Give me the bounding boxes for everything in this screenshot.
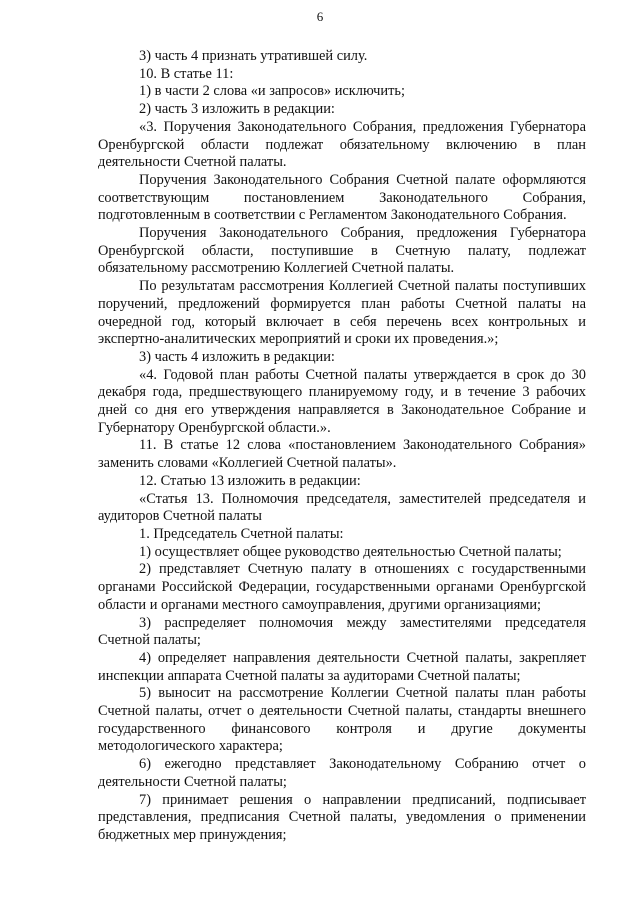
list-item: 3) распределяет полномочия между заместителями председателя Счетной палаты; [98, 614, 586, 649]
paragraph: 3) часть 4 изложить в редакции: [139, 348, 335, 365]
list-item: 1) осуществляет общее руководство деятельностью Счетной палаты; [139, 543, 562, 560]
page-number: 6 [316, 9, 324, 24]
paragraph: Поручения Законодательного Собрания, предложения Губернатора Оренбургской области, поступившие в Счетную палату, подлежат обязательному рассмотрению Коллегией Счетной палаты. [98, 225, 586, 277]
paragraph: Поручения Законодательного Собрания Счетной палате оформляются соответствующим постановлением Законодательного Собрания, подготовленным в соответствии с Регламентом Законодательного Собрания. [98, 171, 586, 224]
list-item: 5) выносит на рассмотрение Коллегии Счетной палаты план работы Счетной палаты, отчет о деятельности Счетной палаты, стандарты внешнего государственного финансового контроля и другие документы методологического характера; [98, 685, 586, 755]
list-item: 6) ежегодно представляет Законодательному Собранию отчет о деятельности Счетной палаты; [98, 756, 586, 790]
list-item: 7) принимает решения о направлении предписаний, подписывает представления, предписания Счетной палаты, уведомления о применении бюджетных мер принуждения; [98, 791, 586, 843]
list-item: 4) определяет направления деятельности Счетной палаты, закрепляет инспекции аппарата Счетной палаты за аудиторами Счетной палаты; [98, 649, 586, 684]
paragraph: 1) в части 2 слова «и запросов» исключить; [139, 83, 405, 100]
paragraph: 1. Председатель Счетной палаты: [139, 525, 344, 542]
article-heading: «Статья 13. Полномочия председателя, заместителей председателя и аудиторов Счетной палаты [98, 490, 586, 525]
paragraph: 10. В статье 11: [139, 65, 234, 82]
paragraph: «4. Годовой план работы Счетной палаты утверждается в срок до 30 декабря года, предшествующего планируемому году, и в течение 3 рабочих дней со дня его утверждения направляется в Законодательное Собрание и Губернатору Оренбургской области.». [98, 366, 586, 436]
paragraph: 3) часть 4 признать утратившей силу. [139, 48, 368, 64]
paragraph: «3. Поручения Законодательного Собрания, предложения Губернатора Оренбургской области подлежат обязательному включению в план деятельности Счетной палаты. [98, 118, 586, 171]
list-item: 2) представляет Счетную палату в отношениях с государственными органами Российской Федерации, государственными органами Оренбургской области и органами местного самоуправления, другими организациями; [98, 561, 586, 613]
paragraph: По результатам рассмотрения Коллегией Счетной палаты поступивших поручений, предложений формируется план работы Счетной палаты на очередной год, который включает в себя перечень всех контрольных и экспертно-аналитических мероприятий и сроки их проведения.»; [98, 278, 586, 348]
paragraph: 12. Статью 13 изложить в редакции: [139, 472, 361, 489]
paragraph: 2) часть 3 изложить в редакции: [139, 101, 335, 118]
document-body [98, 48, 586, 845]
paragraph: 11. В статье 12 слова «постановлением Законодательного Собрания» заменить словами «Коллегией Счетной палаты». [98, 437, 586, 472]
